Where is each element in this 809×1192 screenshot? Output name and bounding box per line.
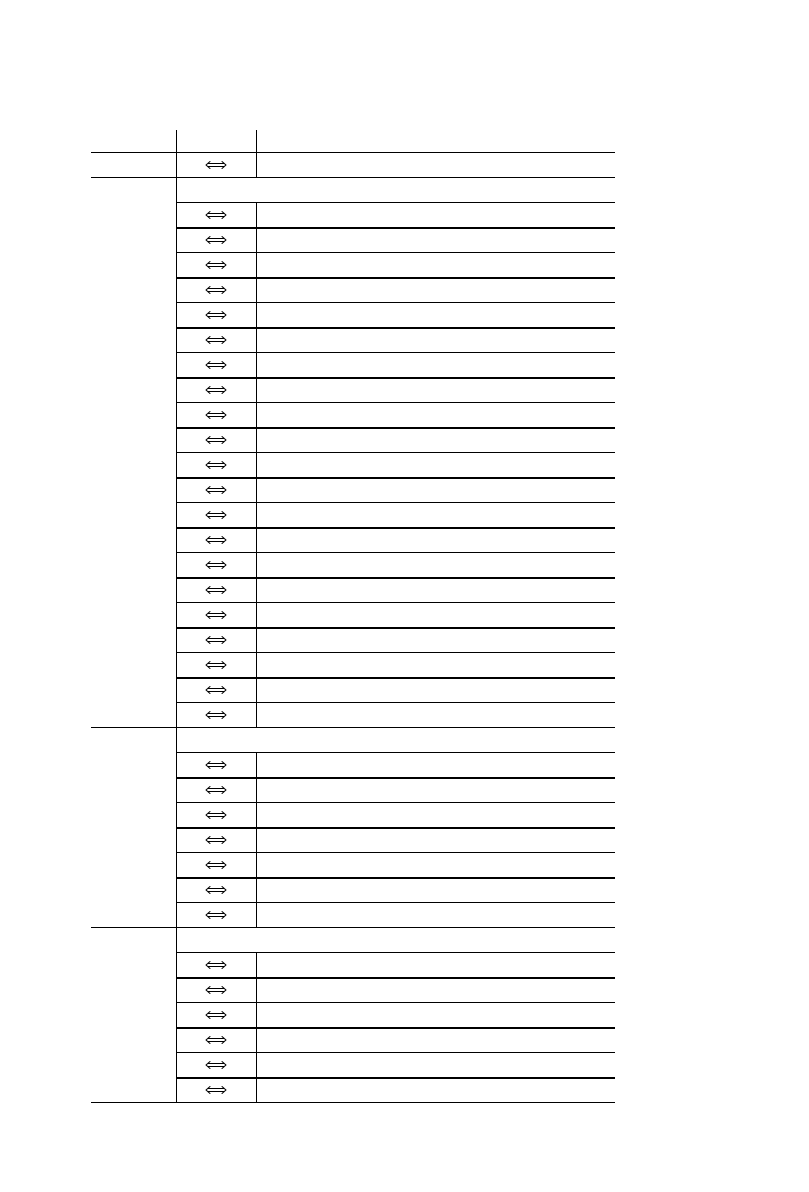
group-1-row-divider	[256, 402, 257, 427]
group-1-row-rule	[176, 477, 615, 479]
group-1-row-divider	[256, 477, 257, 502]
double-headed-arrow-icon	[205, 634, 227, 646]
group-1-row-rule	[176, 627, 615, 629]
group-3-row-divider	[256, 1052, 257, 1077]
double-headed-arrow-icon	[205, 709, 227, 721]
group-1-col-divider	[176, 177, 177, 727]
group-1-row-divider	[256, 577, 257, 602]
group-3-row-divider	[256, 1002, 257, 1027]
group-1-row-rule	[176, 452, 615, 453]
group-1-row-divider	[256, 502, 257, 527]
header-bottom-rule	[91, 152, 615, 153]
group-1-bottom-rule	[91, 727, 615, 728]
group-2-row-divider	[256, 902, 257, 927]
group-1-row-divider	[256, 602, 257, 627]
group-2-bottom-rule	[91, 927, 615, 928]
group-3-subheader-rule	[176, 952, 615, 953]
group-2-row-divider	[256, 827, 257, 852]
double-headed-arrow-icon	[205, 559, 227, 571]
group-1-row-divider	[256, 302, 257, 327]
double-headed-arrow-icon	[205, 859, 227, 871]
group-3-row-rule	[176, 1052, 615, 1053]
group-1-row-rule	[176, 327, 615, 329]
double-headed-arrow-icon	[205, 434, 227, 446]
double-headed-arrow-icon	[205, 409, 227, 421]
group-2-row-rule	[176, 902, 615, 903]
double-headed-arrow-icon	[205, 259, 227, 271]
double-headed-arrow-icon	[205, 784, 227, 796]
double-headed-arrow-icon	[205, 909, 227, 921]
group-2-row-divider	[256, 752, 257, 777]
double-headed-arrow-icon	[205, 159, 227, 171]
group-3-row-rule	[176, 1027, 615, 1029]
group-1-row-divider	[256, 252, 257, 277]
double-headed-arrow-icon	[205, 484, 227, 496]
group-3-row-divider	[256, 1027, 257, 1052]
double-headed-arrow-icon	[205, 809, 227, 821]
group-2-subheader-rule	[176, 752, 615, 753]
group-1-row-rule	[176, 427, 615, 429]
group-1-row-divider	[256, 352, 257, 377]
group-1-row-rule	[176, 377, 615, 379]
group-1-row-rule	[176, 677, 615, 679]
double-headed-arrow-icon	[205, 584, 227, 596]
double-headed-arrow-icon	[205, 659, 227, 671]
group-2-row-divider	[256, 777, 257, 802]
group-1-row-rule	[176, 302, 615, 303]
double-headed-arrow-icon	[205, 684, 227, 696]
group-2-row-rule	[176, 802, 615, 803]
group-1-row-divider	[256, 627, 257, 652]
double-headed-arrow-icon	[205, 609, 227, 621]
double-headed-arrow-icon	[205, 534, 227, 546]
group-1-row-divider	[256, 277, 257, 302]
double-headed-arrow-icon	[205, 1034, 227, 1046]
group-1-row-rule	[176, 352, 615, 353]
group-1-row-rule	[176, 277, 615, 279]
double-headed-arrow-icon	[205, 1084, 227, 1096]
double-headed-arrow-icon	[205, 309, 227, 321]
group-3-bottom-rule	[91, 1102, 615, 1103]
group-1-row-divider	[256, 377, 257, 402]
group-1-row-divider	[256, 202, 257, 227]
group-3-col-divider	[176, 927, 177, 1102]
group-1-row-divider	[256, 652, 257, 677]
group-1-row-divider	[256, 427, 257, 452]
group-1-row-divider	[256, 552, 257, 577]
group-1-row-divider	[256, 702, 257, 727]
group-3-row-rule	[176, 1002, 615, 1003]
group-3-row-rule	[176, 977, 615, 979]
double-headed-arrow-icon	[205, 509, 227, 521]
group-3-row-divider	[256, 952, 257, 977]
double-headed-arrow-icon	[205, 459, 227, 471]
group-1-row-rule	[176, 577, 615, 579]
group-1-row-divider	[256, 227, 257, 252]
group-1-row-rule	[176, 227, 615, 229]
group-1-subheader-rule	[176, 202, 615, 203]
group-3-row-divider	[256, 1077, 257, 1102]
double-headed-arrow-icon	[205, 284, 227, 296]
double-headed-arrow-icon	[205, 984, 227, 996]
group-1-row-rule	[176, 252, 615, 253]
group-2-row-divider	[256, 877, 257, 902]
group-2-row-rule	[176, 877, 615, 879]
group-1-row-rule	[176, 652, 615, 653]
group-1-row-divider	[256, 677, 257, 702]
double-headed-arrow-icon	[205, 884, 227, 896]
double-headed-arrow-icon	[205, 959, 227, 971]
first-row-divider-1	[176, 152, 177, 177]
group-2-row-rule	[176, 827, 615, 829]
double-headed-arrow-icon	[205, 1009, 227, 1021]
double-headed-arrow-icon	[205, 334, 227, 346]
group-2-row-divider	[256, 852, 257, 877]
first-row-bottom-rule	[91, 177, 615, 178]
double-headed-arrow-icon	[205, 834, 227, 846]
group-2-row-divider	[256, 802, 257, 827]
group-1-row-divider	[256, 527, 257, 552]
double-headed-arrow-icon	[205, 209, 227, 221]
double-headed-arrow-icon	[205, 384, 227, 396]
group-1-row-rule	[176, 602, 615, 603]
header-divider-1	[176, 130, 177, 152]
first-row-divider-2	[256, 152, 257, 177]
group-3-row-rule	[176, 1077, 615, 1079]
double-headed-arrow-icon	[205, 234, 227, 246]
group-2-col-divider	[176, 727, 177, 927]
group-1-row-rule	[176, 402, 615, 403]
header-divider-2	[256, 130, 257, 152]
group-2-row-rule	[176, 852, 615, 853]
double-headed-arrow-icon	[205, 1059, 227, 1071]
group-1-row-rule	[176, 702, 615, 703]
group-1-row-rule	[176, 552, 615, 553]
double-headed-arrow-icon	[205, 759, 227, 771]
group-1-row-divider	[256, 452, 257, 477]
group-1-row-divider	[256, 327, 257, 352]
group-1-row-rule	[176, 502, 615, 503]
double-headed-arrow-icon	[205, 359, 227, 371]
group-3-row-divider	[256, 977, 257, 1002]
group-1-row-rule	[176, 527, 615, 529]
group-2-row-rule	[176, 777, 615, 779]
